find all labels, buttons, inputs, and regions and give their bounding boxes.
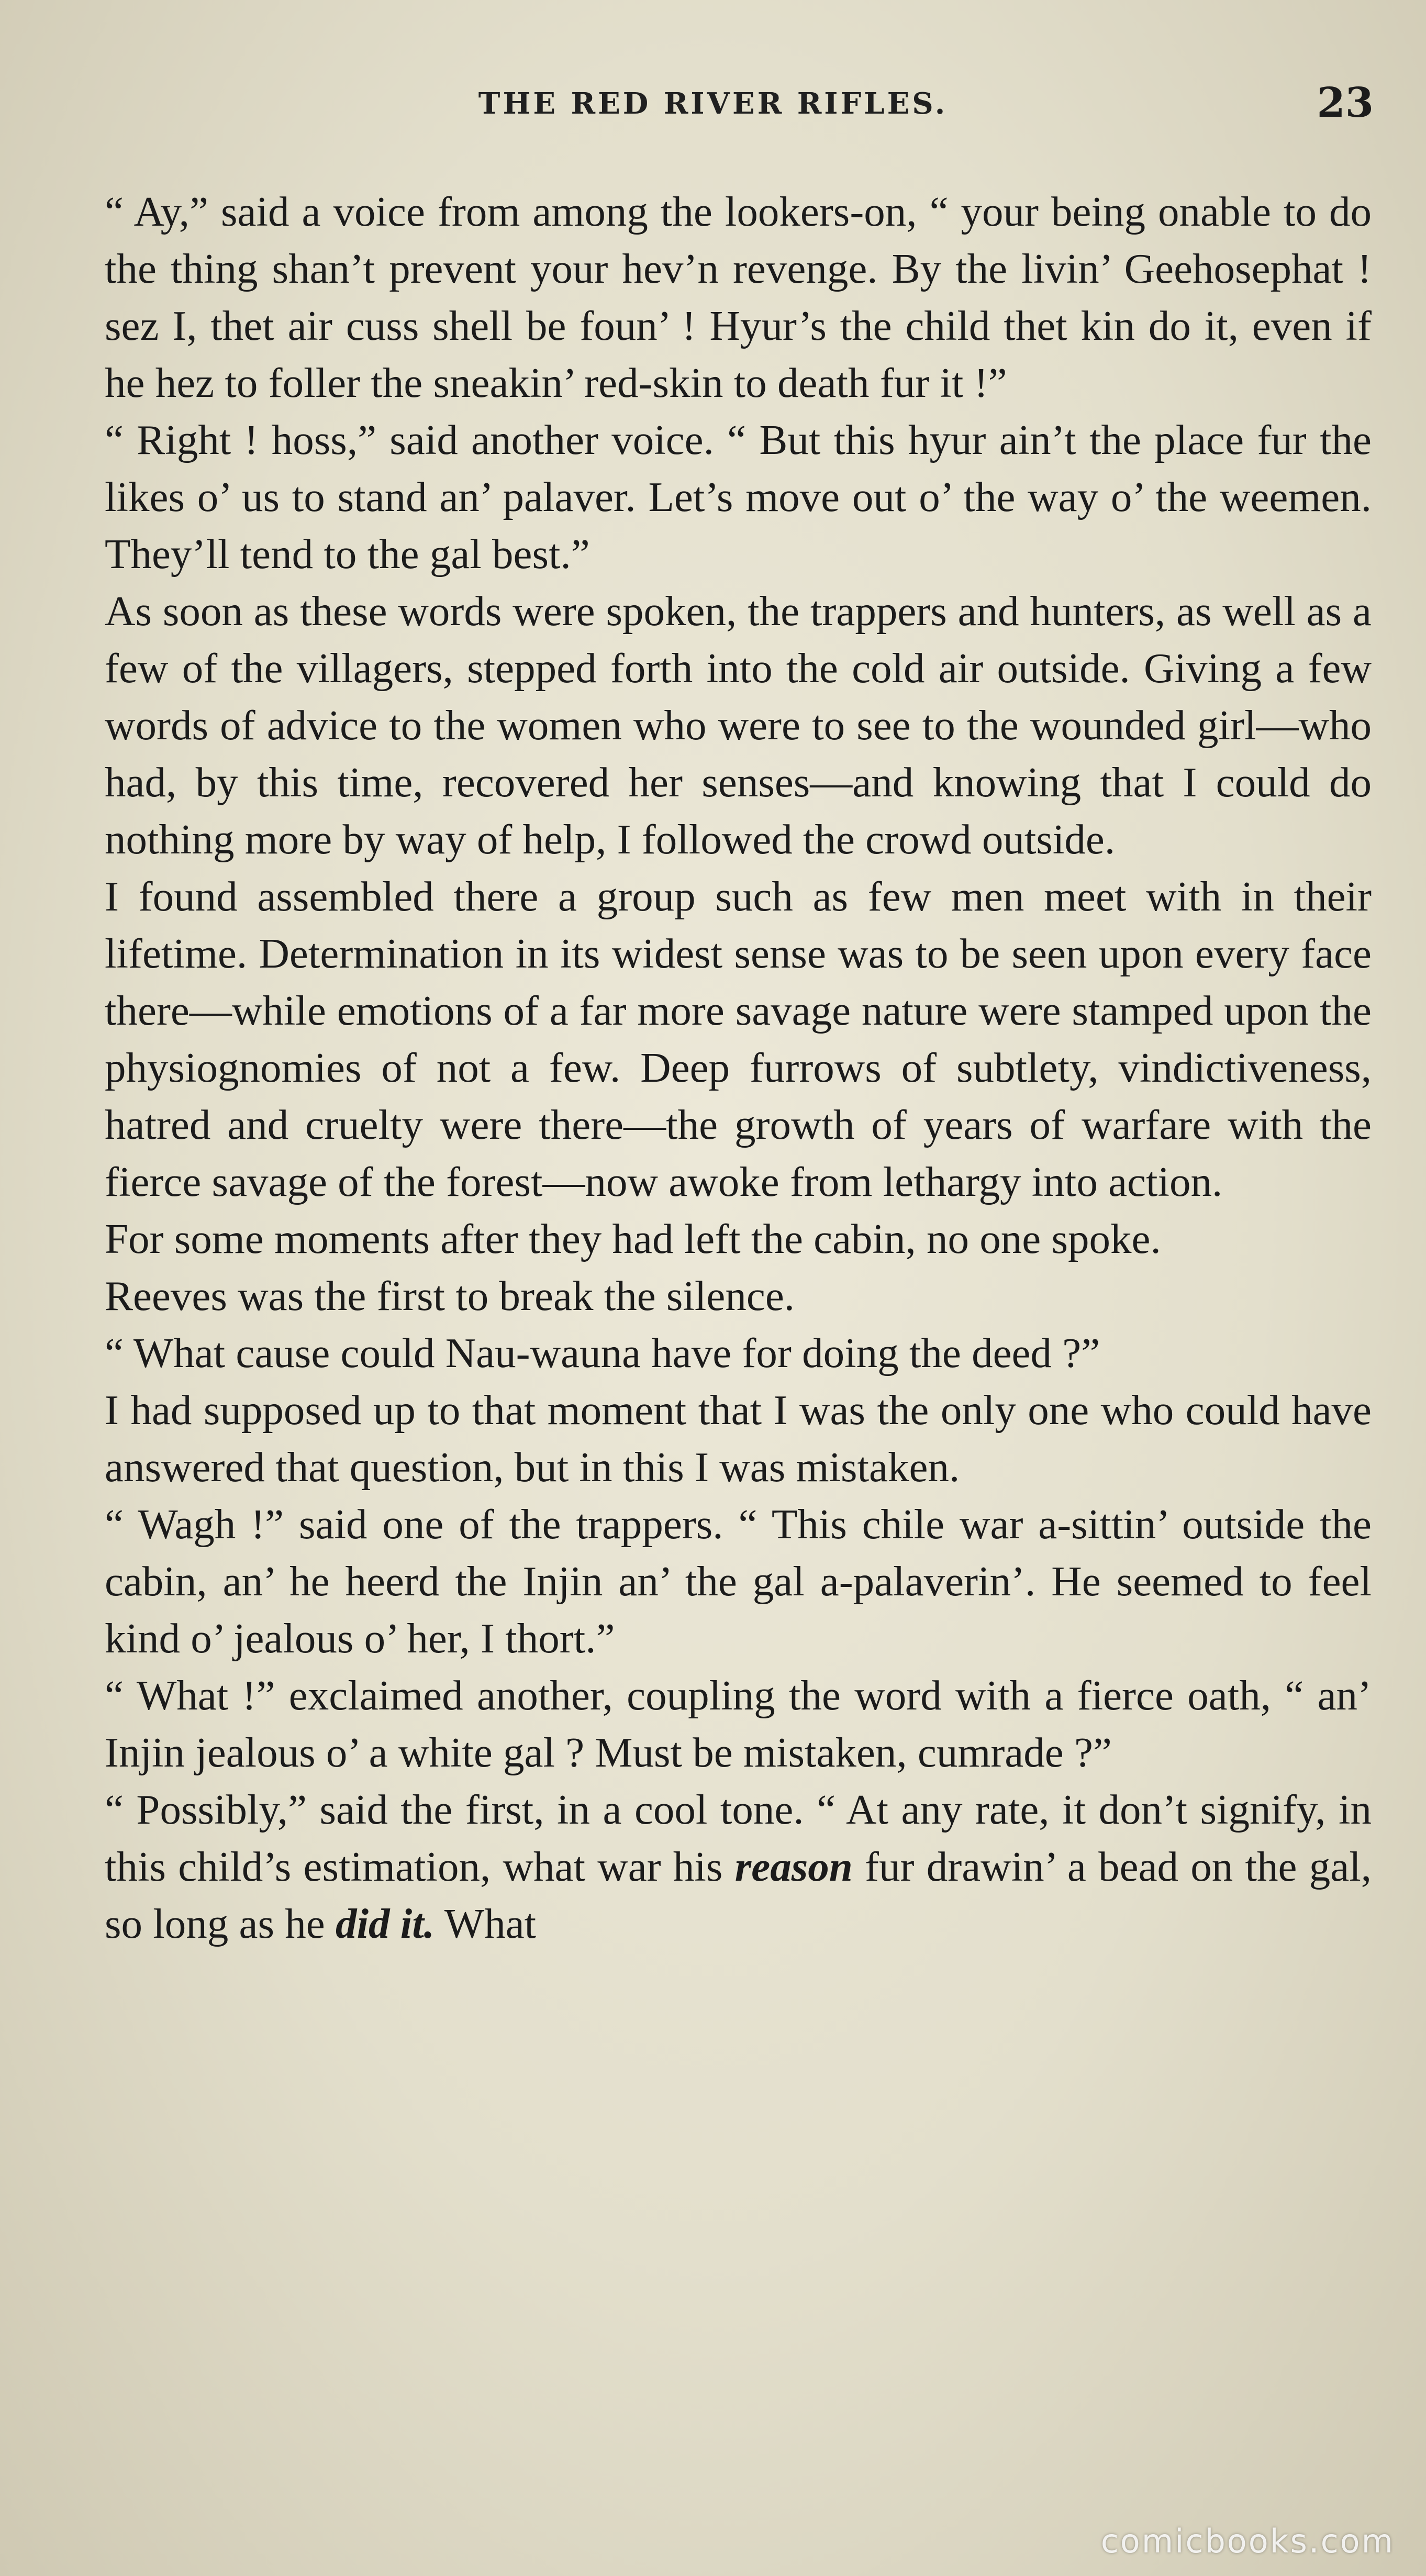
italic-emphasis: reason — [734, 1843, 853, 1890]
text-run: fur drawin’ a bead on the gal, so long as he — [105, 1843, 1372, 1947]
paragraph: I had supposed up to that moment that I was the only one who could have answered that question, but in this I was mistaken. — [105, 1386, 1372, 1491]
text-run: What — [434, 1900, 537, 1947]
body-text — [105, 183, 1372, 1952]
paragraph-last — [105, 1781, 1372, 1952]
paragraph: For some moments after they had left the cabin, no one spoke. — [105, 1215, 1161, 1262]
paragraph: “ Right ! hoss,” said another voice. “ But this hyur ain’t the place fur the likes o’ us to stand an’ palaver. Let’s move out o’ the way o’ the weemen. They’ll tend to the gal best.” — [105, 416, 1372, 578]
paragraph: “ Wagh !” said one of the trappers. “ This chile war a-sittin’ outside the cabin, an’ he heerd the Injin an’ the gal a-palaverin’. He seemed to feel kind o’ jealous o’ her, I thort.” — [105, 1501, 1372, 1662]
paragraph: “ What !” exclaimed another, coupling the word with a fierce oath, “ an’ Injin jealous o’ a white gal ? Must be mistaken, cumrade ?” — [105, 1672, 1372, 1776]
paragraph: “ What cause could Nau-wauna have for doing the deed ?” — [105, 1329, 1100, 1376]
italic-emphasis: did it. — [335, 1900, 435, 1947]
paragraph: I found assembled there a group such as few men meet with in their lifetime. Determination in its widest sense was to be seen upon every face there—while emotions of a far more savage nature were stamped upon the physiognomies of not a few. Deep furrows of subtlety, vindictiveness, hatred and cruelty were there—the growth of years of warfare with the fierce savage of the forest—now awoke from lethargy into action. — [105, 873, 1372, 1205]
watermark: comicbooks.com — [1100, 2522, 1395, 2560]
paragraph: Reeves was the first to break the silence. — [105, 1272, 795, 1319]
page-header — [0, 79, 1426, 149]
text-run: “ Possibly,” said the first, in a cool tone. “ At any rate, it don’t signify, in this child’s estimation, what war his — [105, 1786, 1372, 1890]
running-title: THE RED RIVER RIFLES. — [478, 86, 948, 121]
page-number: 23 — [1317, 79, 1374, 127]
paragraph: As soon as these words were spoken, the trappers and hunters, as well as a few of the villagers, stepped forth into the cold air outside. Giving a few words of advice to the women who were to see to the wounded girl—who had, by this time, recovered her senses—and knowing that I could do nothing more by way of help, I followed the crowd outside. — [105, 587, 1372, 863]
paragraph: “ Ay,” said a voice from among the lookers-on, “ your being onable to do the thing shan’t prevent your hev’n revenge. By the livin’ Geehosephat ! sez I, thet air cuss shell be foun’ ! Hyur’s the child thet kin do it, even if he hez to foller the sneakin’ red-skin to death fur it !” — [105, 188, 1372, 406]
